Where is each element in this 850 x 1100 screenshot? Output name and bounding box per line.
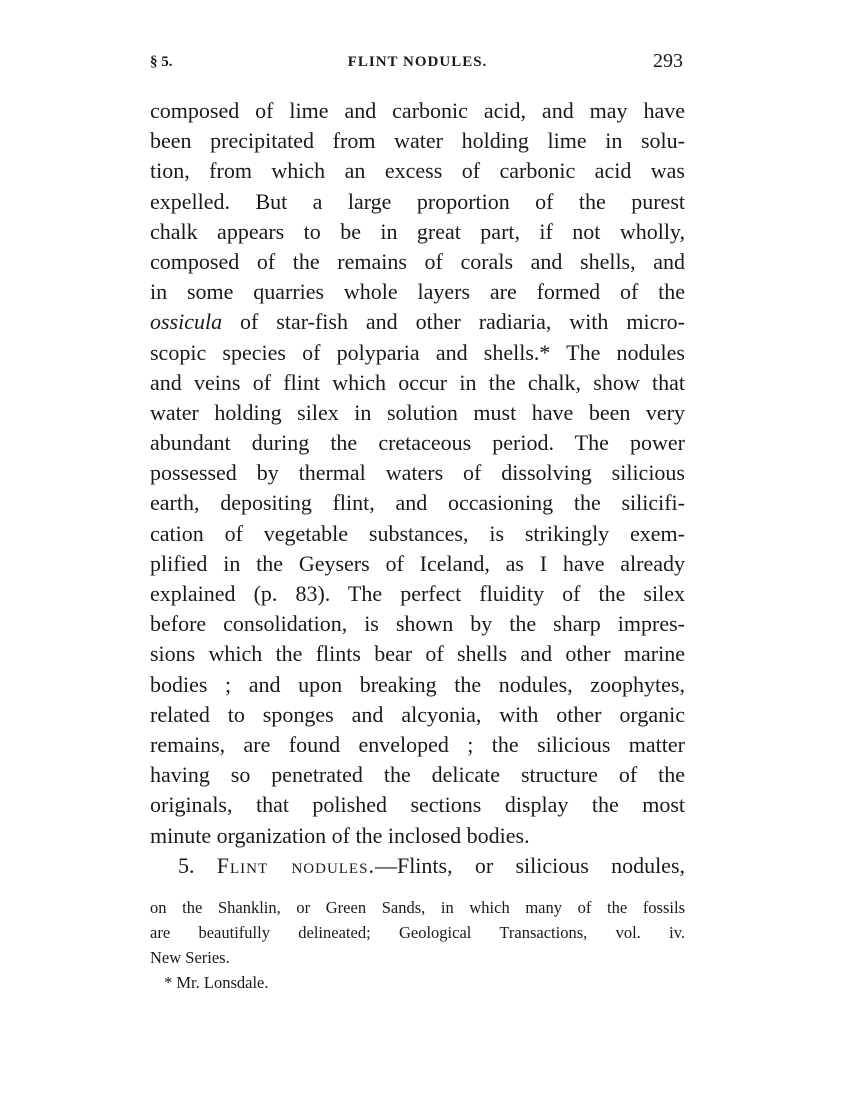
running-header bbox=[150, 50, 685, 76]
text-line: water holding silex in solution must have been very bbox=[150, 399, 685, 425]
text-fragment: of star-fish and other radiaria, with micro- bbox=[222, 309, 685, 335]
page-number: 293 bbox=[653, 50, 683, 72]
text-line: tion, from which an excess of carbonic acid was bbox=[150, 158, 685, 184]
text-line: cation of vegetable substances, is strikingly exem- bbox=[150, 520, 685, 546]
text-line: originals, that polished sections display the most bbox=[150, 792, 685, 818]
section-marker: § 5. bbox=[150, 54, 173, 70]
text-line: sions which the flints bear of shells and other marine bbox=[150, 641, 685, 667]
text-line: having so penetrated the delicate structure of the bbox=[150, 762, 685, 788]
text-line: scopic species of polyparia and shells.* The nodules bbox=[150, 339, 685, 365]
section-heading: Flint nodules. bbox=[216, 852, 375, 878]
text-line: composed of the remains of corals and shells, and bbox=[150, 248, 685, 274]
text-line: explained (p. 83). The perfect fluidity of the silex bbox=[150, 581, 685, 606]
section-text: —Flints, or silicious nodules, bbox=[374, 852, 686, 878]
text-line: before consolidation, is shown by the sharp impres- bbox=[150, 611, 685, 637]
text-line: earth, depositing flint, and occasioning the silicifi- bbox=[150, 490, 685, 516]
text-line: been precipitated from water holding lime in solu- bbox=[150, 128, 685, 154]
text-line: and veins of flint which occur in the chalk, show that bbox=[150, 369, 685, 395]
book-page bbox=[150, 50, 685, 995]
footnote-line: New Series. bbox=[150, 947, 230, 967]
footnote-line: on the Shanklin, or Green Sands, in which many of the fossils bbox=[150, 897, 685, 917]
italic-term: ossicula bbox=[150, 309, 223, 335]
text-line: in some quarries whole layers are formed of the bbox=[150, 279, 685, 305]
section-heading-line bbox=[150, 851, 685, 881]
text-line: abundant during the cretaceous period. The power bbox=[150, 430, 685, 456]
text-line: possessed by thermal waters of dissolving silicious bbox=[150, 460, 685, 486]
text-line: related to sponges and alcyonia, with other organic bbox=[150, 701, 685, 727]
text-line: chalk appears to be in great part, if not wholly, bbox=[150, 218, 685, 244]
text-line bbox=[150, 307, 685, 337]
text-line: plified in the Geysers of Iceland, as I have already bbox=[150, 550, 685, 576]
text-line: bodies ; and upon breaking the nodules, zoophytes, bbox=[150, 671, 685, 697]
text-line: remains, are found enveloped ; the silicious matter bbox=[150, 731, 685, 757]
footnote-mark: * Mr. Lonsdale. bbox=[164, 972, 269, 992]
text-line: expelled. But a large proportion of the purest bbox=[150, 188, 685, 214]
section-number: 5. bbox=[178, 852, 195, 878]
text-line: minute organization of the inclosed bodies. bbox=[150, 822, 530, 848]
text-line: composed of lime and carbonic acid, and may have bbox=[150, 98, 685, 123]
running-title: FLINT NODULES. bbox=[347, 54, 488, 70]
main-text bbox=[150, 96, 685, 881]
footnotes bbox=[150, 895, 685, 995]
footnote-line: are beautifully delineated; Geological Transactions, vol. iv. bbox=[150, 922, 685, 942]
